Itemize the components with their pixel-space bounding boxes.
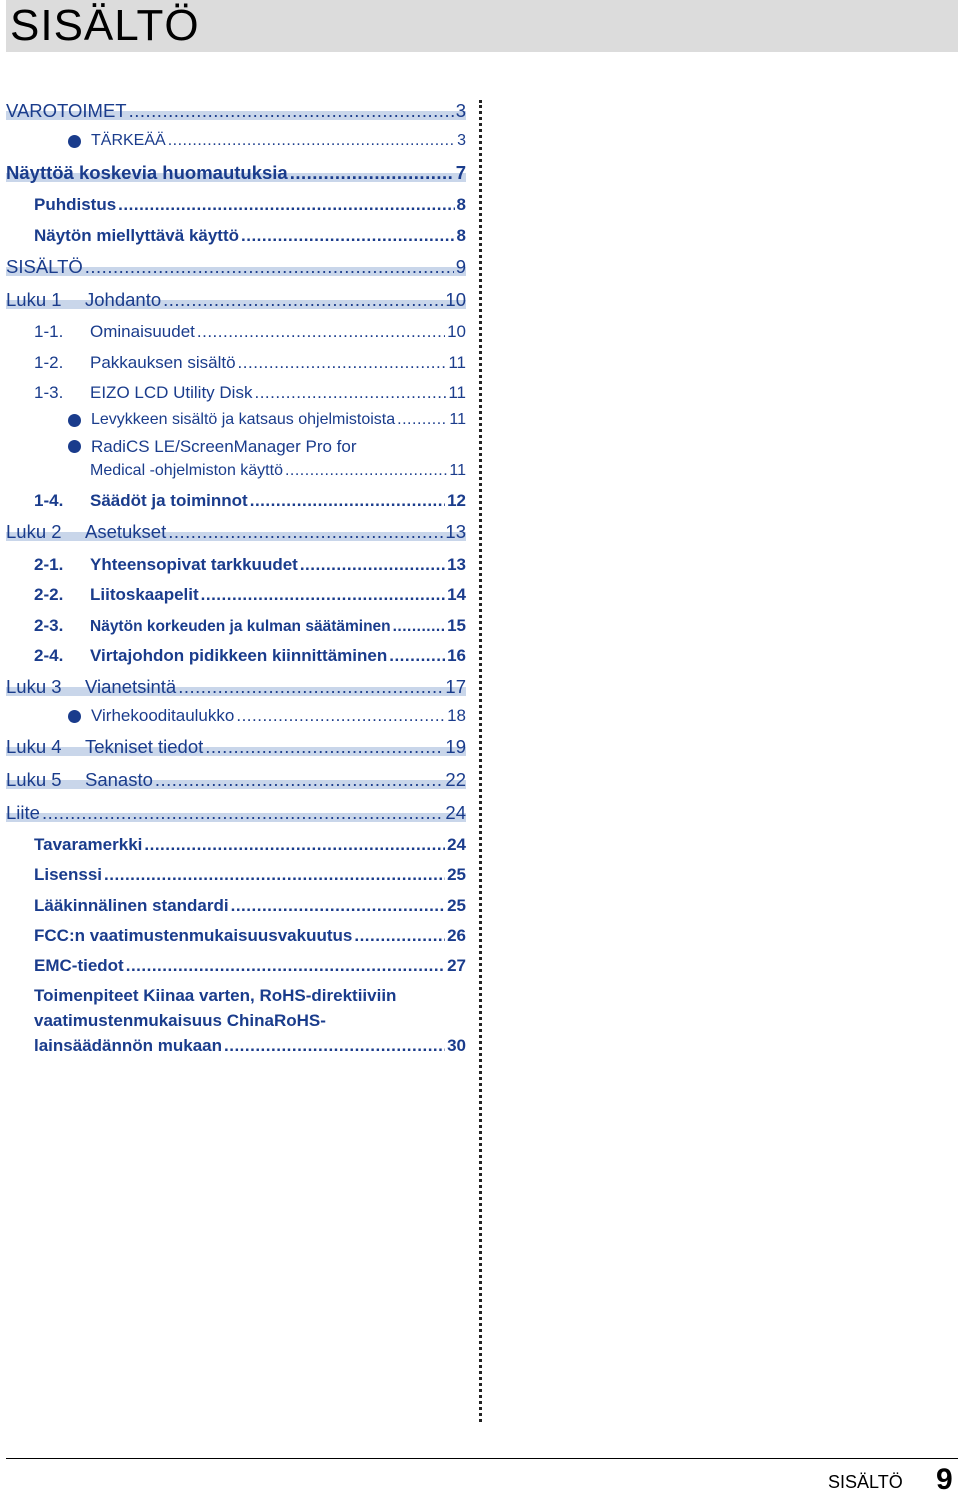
footer-section-label: SISÄLTÖ [828,1472,903,1492]
toc-entry-liite[interactable]: Liite ..... 24 [6,802,466,824]
toc-entry-luku-1[interactable]: Luku 1 Johdanto ..... 10 [6,289,466,311]
toc-entry-levykkeen-sisalto[interactable]: Levykkeen sisältö ja katsaus ohjelmistoista ..... 11 [68,411,466,429]
toc-entry-radics[interactable]: Medical -ohjelmiston käyttö ..... 11 [90,462,466,480]
toc-entry-puhdistus[interactable]: Puhdistus ..... 8 [34,195,466,215]
toc-entry-china-rohs-line2[interactable]: vaatimustenmukaisuus ChinaRoHS- [34,1011,326,1030]
bullet-icon [68,135,81,148]
toc-entry-nayttoa-koskevia[interactable]: Näyttöä koskevia huomautuksia ..... 7 [6,162,466,184]
toc-entry-virhekooditaulukko[interactable]: Virhekooditaulukko ..... 18 [68,706,466,726]
toc-entry-radics-line1[interactable]: RadiCS LE/ScreenManager Pro for [68,437,357,457]
toc-entry-luku-3[interactable]: Luku 3 Vianetsintä ..... 17 [6,676,466,698]
toc-entry-1-4[interactable]: 1-4. Säädöt ja toiminnot ..... 12 [34,491,466,511]
toc-entry-luku-5[interactable]: Luku 5 Sanasto ..... 22 [6,769,466,791]
footer-rule [6,1458,958,1459]
toc-entry-tarkeaa[interactable]: TÄRKEÄÄ ..... 3 [68,132,466,150]
title-bar [6,0,958,52]
toc-entry-2-1[interactable]: 2-1. Yhteensopivat tarkkuudet ..... 13 [34,555,466,575]
toc-entry-lisenssi[interactable]: Lisenssi ..... 25 [34,865,466,885]
toc-entry-1-1[interactable]: 1-1. Ominaisuudet ..... 10 [34,322,466,342]
toc-entry-luku-2[interactable]: Luku 2 Asetukset ..... 13 [6,521,466,543]
toc-entry-2-4[interactable]: 2-4. Virtajohdon pidikkeen kiinnittäminen ..... 16 [34,646,466,666]
bullet-icon [68,710,81,723]
toc-entry-luku-4[interactable]: Luku 4 Tekniset tiedot ..... 19 [6,736,466,758]
column-divider [479,100,482,1422]
page-title: SISÄLTÖ [10,1,200,50]
toc-entry-china-rohs-line1[interactable]: Toimenpiteet Kiinaa varten, RoHS-direktiiviin [34,986,397,1005]
toc-entry-1-3[interactable]: 1-3. EIZO LCD Utility Disk ..... 11 [34,383,466,403]
toc-entry-1-2[interactable]: 1-2. Pakkauksen sisältö ..... 11 [34,353,466,373]
toc-entry-varotoimet[interactable]: VAROTOIMET ..... 3 [6,100,466,122]
toc-entry-2-3[interactable]: 2-3. Näytön korkeuden ja kulman säätäminen ..... 15 [34,616,466,636]
footer-page-number: 9 [936,1463,953,1496]
toc-entry-sisalto[interactable]: SISÄLTÖ ..... 9 [6,256,466,278]
bullet-icon [68,414,81,427]
toc-entry-laakinnalinen-standardi[interactable]: Lääkinnälinen standardi ..... 25 [34,896,466,916]
toc-entry-tavaramerkki[interactable]: Tavaramerkki ..... 24 [34,835,466,855]
bullet-icon [68,440,81,453]
toc-entry-2-2[interactable]: 2-2. Liitoskaapelit ..... 14 [34,585,466,605]
toc-entry-fcc[interactable]: FCC:n vaatimustenmukaisuusvakuutus ..... 26 [34,926,466,946]
toc-entry-nayton-miellyttava-kaytto[interactable]: Näytön miellyttävä käyttö ..... 8 [34,226,466,246]
toc-entry-emc-tiedot[interactable]: EMC-tiedot ..... 27 [34,956,466,976]
toc-entry-china-rohs[interactable]: lainsäädännön mukaan ..... 30 [34,1036,466,1056]
